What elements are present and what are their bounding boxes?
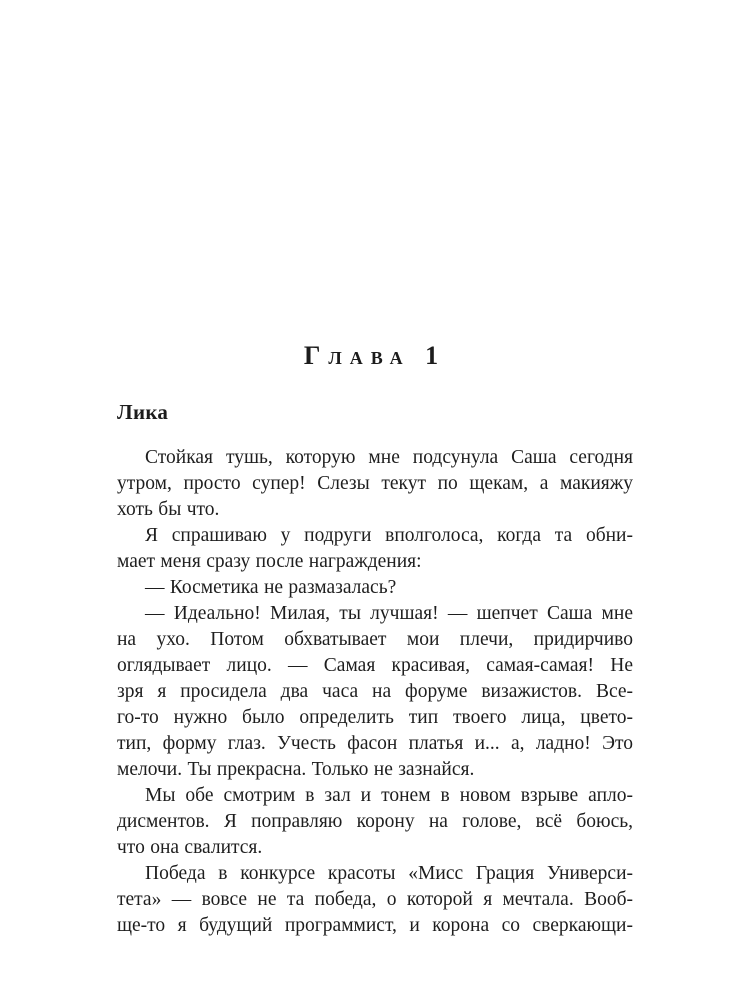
text-line: тип, форму глаз. Учесть фасон платья и... а, ладно! Это xyxy=(117,733,633,754)
text-line: оглядывает лицо. — Самая красивая, самая-самая! Не xyxy=(117,655,633,676)
text-line: — Идеально! Милая, ты лучшая! — шепчет Саша мне xyxy=(145,603,633,624)
section-heading: Лика xyxy=(117,400,169,424)
text-line: Мы обе смотрим в зал и тонем в новом взрыве апло- xyxy=(145,785,633,806)
text-line: дисментов. Я поправляю корону на голове, всё боюсь, xyxy=(117,811,633,832)
text-line: на ухо. Потом обхватывает мои плечи, придирчиво xyxy=(117,629,633,650)
text-line: ще-то я будущий программист, и корона со сверкающи- xyxy=(117,915,633,936)
text-line: мелочи. Ты прекрасна. Только не зазнайся. xyxy=(117,759,475,780)
text-line: Я спрашиваю у подруги вполголоса, когда та обни- xyxy=(145,525,633,546)
text-line: го-то нужно было определить тип твоего лица, цвето- xyxy=(117,707,633,728)
text-line: мает меня сразу после награждения: xyxy=(117,551,422,572)
text-line: — Косметика не размазалась? xyxy=(145,577,397,598)
text-line: зря я просидела два часа на форуме визажистов. Все- xyxy=(117,681,633,702)
text-line: Стойкая тушь, которую мне подсунула Саша сегодня xyxy=(145,447,633,468)
body-text xyxy=(117,445,633,939)
text-line: Победа в конкурсе красоты «Мисс Грация Универси- xyxy=(145,863,633,884)
text-line: что она свалится. xyxy=(117,837,263,858)
text-line: утром, просто супер! Слезы текут по щекам, а макияжу xyxy=(117,473,633,494)
text-line: хоть бы что. xyxy=(117,499,220,520)
text-line: тета» — вовсе не та победа, о которой я мечтала. Вооб- xyxy=(117,889,633,910)
chapter-heading: Глава 1 xyxy=(303,341,447,370)
